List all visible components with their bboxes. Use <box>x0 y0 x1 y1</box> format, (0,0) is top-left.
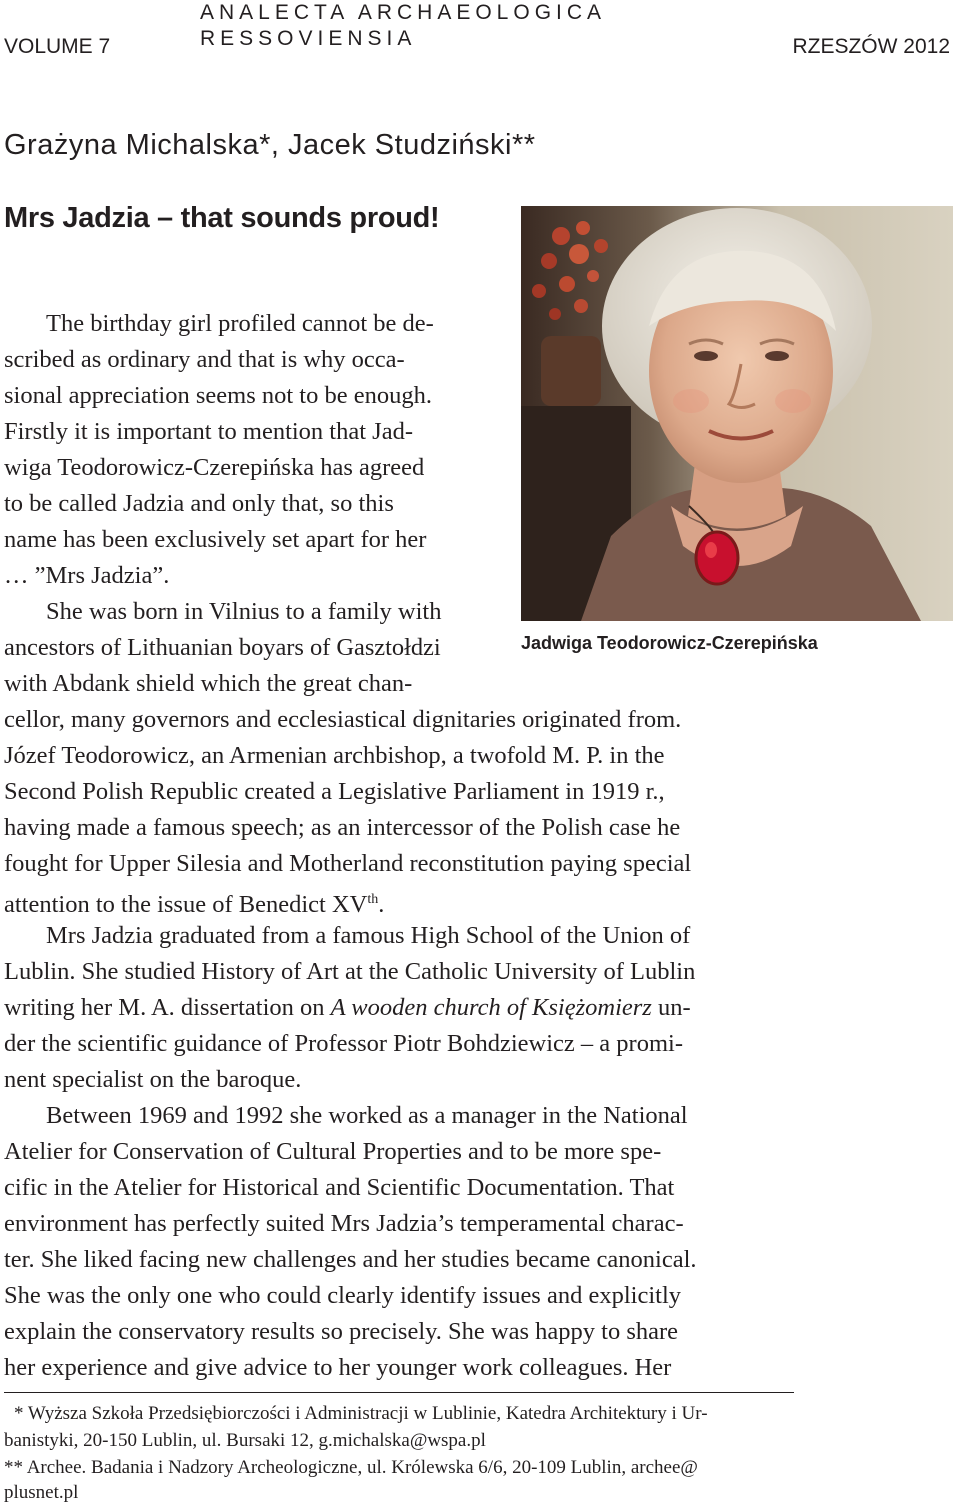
body-line: ancestors of Lithuanian boyars of Gasztołdzi <box>4 634 441 661</box>
body-line <box>4 990 691 1026</box>
body-line: fought for Upper Silesia and Motherland reconstitution paying special <box>4 850 692 877</box>
body-line: Firstly it is important to mention that Jad- <box>4 418 413 445</box>
body-line <box>4 882 384 923</box>
body-line: ter. She liked facing new challenges and her studies became canonical. <box>4 1246 697 1273</box>
body-line: Atelier for Conservation of Cultural Properties and to be more spe- <box>4 1138 662 1165</box>
body-line: wiga Teodorowicz-Czerepińska has agreed <box>4 454 425 481</box>
body-line: Lublin. She studied History of Art at the Catholic University of Lublin <box>4 958 696 985</box>
body-line: Józef Teodorowicz, an Armenian archbishop, a twofold M. P. in the <box>4 742 665 769</box>
volume-label: VOLUME 7 <box>4 35 111 58</box>
body-text: un- <box>651 994 691 1021</box>
body-line: … ”Mrs Jadzia”. <box>4 562 170 589</box>
body-line: She was the only one who could clearly identify issues and explicitly <box>4 1282 682 1309</box>
portrait-photo <box>521 206 953 621</box>
body-line: to be called Jadzia and only that, so this <box>4 490 394 517</box>
body-text: . <box>378 891 385 918</box>
footnote-1-cont: banistyki, 20-150 Lublin, ul. Bursaki 12, g.michalska@wspa.pl <box>4 1430 486 1451</box>
body-line: Second Polish Republic created a Legislative Parliament in 1919 r., <box>4 778 665 805</box>
footnote-2: ** Archee. Badania i Nadzory Archeologiczne, ul. Królewska 6/6, 20-109 Lublin, archee@ <box>4 1457 698 1478</box>
body-line: She was born in Vilnius to a family with <box>46 598 442 625</box>
footnote-2-cont: plusnet.pl <box>4 1482 79 1503</box>
body-line: sional appreciation seems not to be enough. <box>4 382 432 409</box>
body-line: environment has perfectly suited Mrs Jadzia’s temperamental charac- <box>4 1210 684 1237</box>
journal-name: ANALECTA ARCHAEOLOGICA RESSOVIENSIA <box>200 1 605 50</box>
dissertation-title: A wooden church of Księżomierz <box>330 994 652 1021</box>
body-line: name has been exclusively set apart for her <box>4 526 427 553</box>
figure-caption: Jadwiga Teodorowicz-Czerepińska <box>521 633 818 653</box>
body-line: nent specialist on the baroque. <box>4 1066 302 1093</box>
superscript: th <box>367 892 379 907</box>
body-line: having made a famous speech; as an intercessor of the Polish case he <box>4 814 681 841</box>
body-text: writing her M. A. dissertation on <box>4 994 331 1021</box>
article-authors: Grażyna Michalska*, Jacek Studziński** <box>4 129 536 161</box>
body-line: scribed as ordinary and that is why occa- <box>4 346 405 373</box>
body-line: The birthday girl profiled cannot be de- <box>46 310 434 337</box>
place-year: RZESZÓW 2012 <box>792 35 950 58</box>
body-line: cellor, many governors and ecclesiastical dignitaries originated from. <box>4 706 682 733</box>
body-text: attention to the issue of Benedict XV <box>4 891 368 918</box>
body-line: der the scientific guidance of Professor Piotr Bohdziewicz – a promi- <box>4 1030 683 1057</box>
article-title: Mrs Jadzia – that sounds proud! <box>4 202 440 234</box>
body-line: Between 1969 and 1992 she worked as a manager in the National <box>46 1102 688 1129</box>
body-line: her experience and give advice to her younger work colleagues. Her <box>4 1354 672 1381</box>
body-line: Mrs Jadzia graduated from a famous High School of the Union of <box>46 922 691 949</box>
body-line: cific in the Atelier for Historical and Scientific Documentation. That <box>4 1174 675 1201</box>
footnote-divider <box>4 1392 794 1393</box>
body-line: with Abdank shield which the great chan- <box>4 670 413 697</box>
footnote-1: * Wyższa Szkoła Przedsiębiorczości i Administracji w Lublinie, Katedra Architektury i Ur- <box>14 1403 708 1424</box>
body-line: explain the conservatory results so precisely. She was happy to share <box>4 1318 679 1345</box>
